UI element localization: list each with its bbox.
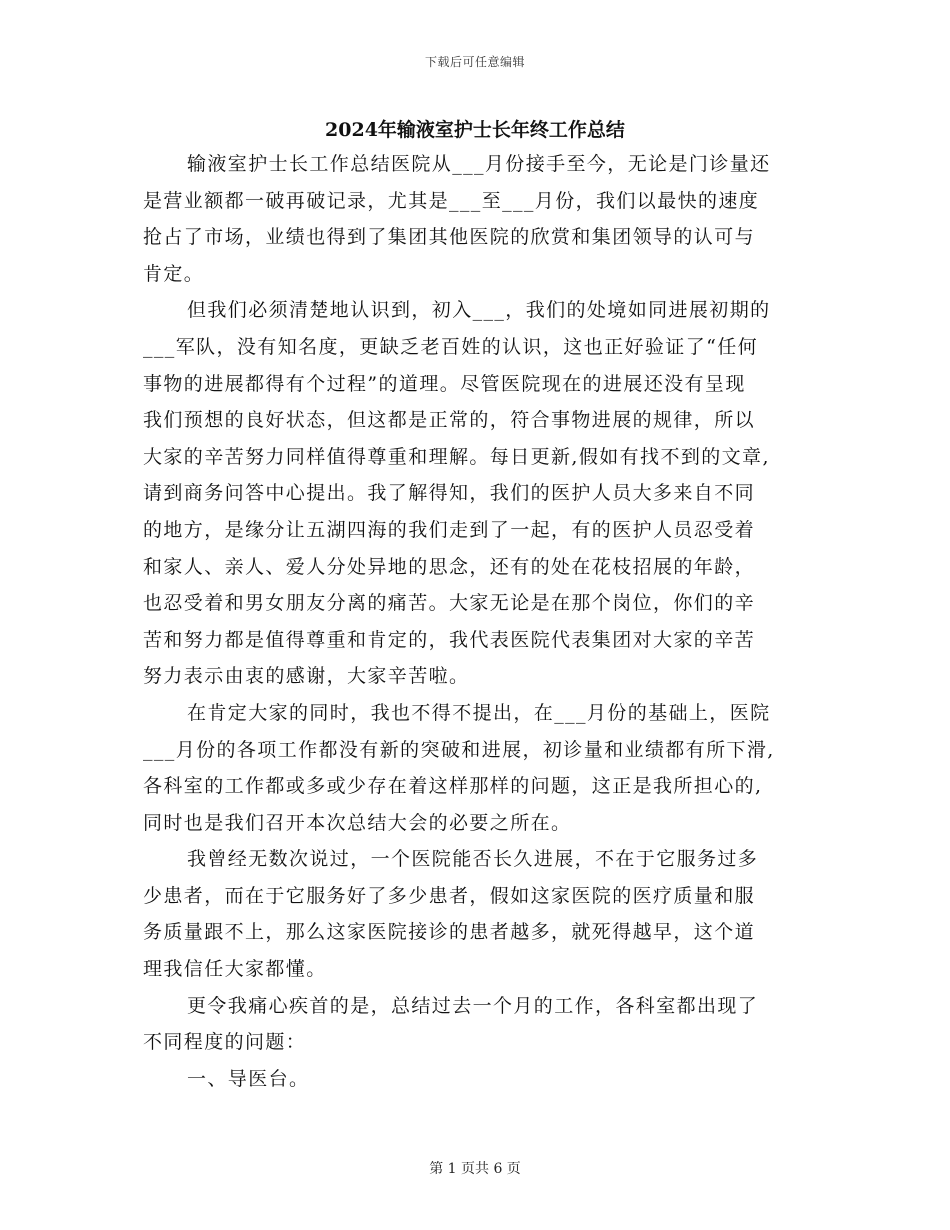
paragraph-line: 大家的辛苦努力同样值得尊重和理解。每日更新,假如有找不到的文章, xyxy=(143,445,770,468)
paragraph-line: 不同程度的问题： xyxy=(143,1031,307,1054)
paragraph-line: 但我们必须清楚地认识到，初入___，我们的处境如同进展初期的 xyxy=(187,299,771,322)
section-heading: 一、导医台。 xyxy=(187,1067,310,1090)
header-note: 下载后可任意编辑 xyxy=(424,55,525,69)
document-body xyxy=(143,146,815,1097)
paragraph-line: 更令我痛心疾首的是，总结过去一个月的工作，各科室都出现了 xyxy=(187,994,759,1017)
paragraph-line: 也忍受着和男女朋友分离的痛苦。大家无论是在那个岗位，你们的辛 xyxy=(143,592,756,615)
paragraph-line: 我曾经无数次说过，一个医院能否长久进展，不在于它服务过多 xyxy=(187,848,759,871)
paragraph-line: 务质量跟不上，那么这家医院接诊的患者越多，就死得越早，这个道 xyxy=(143,921,756,944)
paragraph-line: 努力表示由衷的感谢，大家辛苦啦。 xyxy=(143,665,470,688)
paragraph-line: 在肯定大家的同时，我也不得不提出，在___月份的基础上，医院 xyxy=(187,701,771,724)
paragraph-line: 的地方，是缘分让五湖四海的我们走到了一起，有的医护人员忍受着 xyxy=(143,518,756,541)
paragraph-line: 是营业额都一破再破记录，尤其是___至___月份，我们以最快的速度 xyxy=(143,189,760,212)
paragraph-line: 抢占了市场，业绩也得到了集团其他医院的欣赏和集团领导的认可与 xyxy=(143,226,756,249)
paragraph-line: 少患者，而在于它服务好了多少患者，假如这家医院的医疗质量和服 xyxy=(143,884,756,907)
paragraph-line: 我们预想的良好状态，但这都是正常的，符合事物进展的规律，所以 xyxy=(143,409,756,432)
paragraph-line: 和家人、亲人、爱人分处异地的思念，还有的处在花枝招展的年龄， xyxy=(143,555,756,578)
paragraph-line: ___月份的各项工作都没有新的突破和进展，初诊量和业绩都有所下滑, xyxy=(143,738,775,761)
paragraph-line: 请到商务问答中心提出。我了解得知，我们的医护人员大多来自不同 xyxy=(143,482,756,505)
page-footer: 第 1 页共 6 页 xyxy=(429,1161,521,1177)
paragraph-line: 苦和努力都是值得尊重和肯定的，我代表医院代表集团对大家的辛苦 xyxy=(143,628,756,651)
paragraph-line: 理我信任大家都懂。 xyxy=(143,958,327,981)
paragraph-line: 同时也是我们召开本次总结大会的必要之所在。 xyxy=(143,811,572,834)
document-title: 2024年输液室护士长年终工作总结 xyxy=(325,119,625,141)
paragraph-line: 肯定。 xyxy=(143,262,205,285)
paragraph-line: 输液室护士长工作总结医院从___月份接手至今，无论是门诊量还 xyxy=(187,153,771,175)
paragraph-line: ___军队，没有知名度，更缺乏老百姓的认识，这也正好验证了“任何 xyxy=(143,335,759,358)
paragraph-line: 各科室的工作都或多或少存在着这样那样的问题，这正是我所担心的, xyxy=(143,775,763,798)
paragraph-line: 事物的进展都得有个过程”的道理。尽管医院现在的进展还没有呈现 xyxy=(143,372,746,395)
